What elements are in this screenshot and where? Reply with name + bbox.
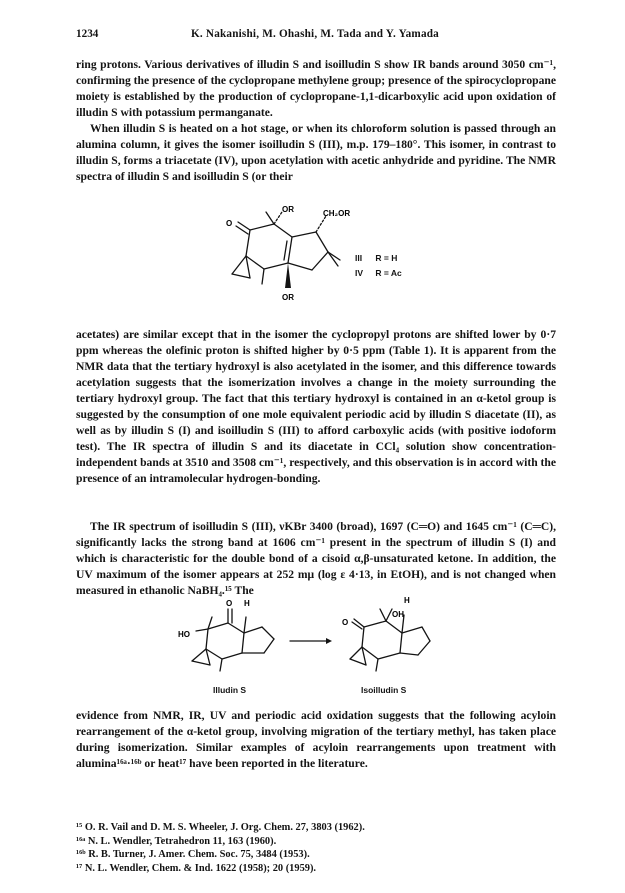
label-oh-right: OH bbox=[392, 610, 404, 619]
compound-legend bbox=[355, 251, 402, 281]
compound-definition: R = H bbox=[375, 253, 398, 263]
compound-number: IV bbox=[355, 268, 364, 278]
caption-isoilludin-s: Isoilludin S bbox=[361, 685, 407, 695]
scheme-drawing bbox=[178, 595, 438, 675]
paragraph-text: When illudin S is heated on a hot stage, or when its chloroform solution is passed through an alumina column, it gives the isomer isoilludin S (III), m.p. 179–180°. This isomer, in contrast to illudin S, forms a triacetate (IV), upon acetylation with acetic anhydride and pyridine. The NMR spectra of illudin S and isoilludin S (or their bbox=[76, 122, 556, 183]
label-o-right: O bbox=[342, 618, 349, 627]
paragraph-text: ring protons. Various derivatives of illudin S and isoilludin S show IR bands around 3050 cm⁻¹, confirming the presence of the cyclopropane methylene group; presence of the spirocyclopropane moiety is established by the production of cyclopropane-1,1-dicarboxylic acid upon oxidation of illudin S with potassium permanganate. bbox=[76, 58, 556, 119]
scheme-acyloin-rearrangement bbox=[178, 595, 438, 675]
compound-number: III bbox=[355, 253, 363, 263]
paragraph-text: acetates) are similar except that in the isomer the cyclopropyl protons are shifted lower by 0·7 ppm whereas the olefinic proton is shifted higher by 0·5 ppm (Table 1). It is apparent from the NMR data that the tertiary hydroxyl is also acetylated in the isomer, and this difference towards acetylation suggests that the isomerization involves a change in the moiety surrounding the tertiary hydroxyl group. The fact that this tertiary hydroxyl is contained in an α-ketol group is suggested by the consumption of one mole equivalent periodic acid by illudin S diacetate (II), as well as by illudin S (I) and isoilludin S (III) to afford carboxylic acids (with positive iodoform test). The IR spectra of illudin S and its diacetate in CCl₄ solution show concentration-independent bands at 3510 and 3508 cm⁻¹, respectively, and this observation is in accord with the presence of an intramolecular hydrogen-bonding. bbox=[76, 328, 556, 485]
label-o-left: O bbox=[226, 599, 233, 608]
legend-row-III bbox=[355, 251, 402, 266]
structure-isoilludin-III-IV bbox=[218, 204, 368, 312]
running-header-authors: K. Nakanishi, M. Ohashi, M. Tada and Y. Yamada bbox=[191, 28, 439, 40]
paragraph-cyclopropane-evidence bbox=[76, 57, 556, 121]
label-h-left: H bbox=[244, 599, 250, 608]
footnote-17: ¹⁷ N. L. Wendler, Chem. & Ind. 1622 (1958); 20 (1959). bbox=[76, 862, 317, 874]
label-ch2or: CH₂OR bbox=[323, 209, 351, 218]
label-ketone-o: O bbox=[226, 219, 233, 228]
paragraph-ir-uv bbox=[76, 519, 556, 599]
paragraph-nmr-acetylation bbox=[76, 327, 556, 487]
legend-row-IV bbox=[355, 266, 402, 281]
paragraph-text: evidence from NMR, IR, UV and periodic acid oxidation suggests that the following acyloin rearrangement of the α-ketol group, involving migration of the tertiary methyl, has taken place during isomerization. Similar examples of acyloin rearrangements upon treatment with alumina¹⁶ᵃ·¹⁶ᵇ or heat¹⁷ have been reported in the literature. bbox=[76, 709, 556, 770]
footnote-16a: ¹⁶ᵃ N. L. Wendler, Tetrahedron 11, 163 (1960). bbox=[76, 835, 277, 847]
label-h-right: H bbox=[404, 596, 410, 605]
footnotes bbox=[76, 821, 556, 875]
footnote-15: ¹⁵ O. R. Vail and D. M. S. Wheeler, J. Org. Chem. 27, 3803 (1962). bbox=[76, 822, 365, 833]
running-header bbox=[76, 28, 554, 44]
paragraph-isomer-isoilludin bbox=[76, 121, 556, 185]
caption-illudin-s: Illudin S bbox=[213, 685, 247, 695]
label-ho-left: HO bbox=[178, 630, 190, 639]
paragraph-acyloin-rearrangement bbox=[76, 708, 556, 772]
footnote-16b: ¹⁶ᵇ R. B. Turner, J. Amer. Chem. Soc. 75, 3484 (1953). bbox=[76, 849, 310, 860]
paragraph-text: The IR spectrum of isoilludin S (III), νKBr 3400 (broad), 1697 (C═O) and 1645 cm⁻¹ (C═C), significantly lacks the strong band at 1606 cm⁻¹ present in the spectrum of illudin S (I) and which is characteristic for the double bond of a cisoid α,β-unsaturated ketone. In addition, the UV maximum of the isomer appears at 252 mμ (log ε 4·13, in EtOH), and is not changed when measured in ethanolic NaBH₄.¹⁵ The bbox=[76, 520, 556, 597]
label-or-top: OR bbox=[282, 205, 294, 214]
structure-drawing bbox=[218, 204, 368, 312]
page-number: 1234 bbox=[76, 28, 99, 40]
compound-definition: R = Ac bbox=[375, 268, 402, 278]
label-or-bottom: OR bbox=[282, 293, 294, 302]
